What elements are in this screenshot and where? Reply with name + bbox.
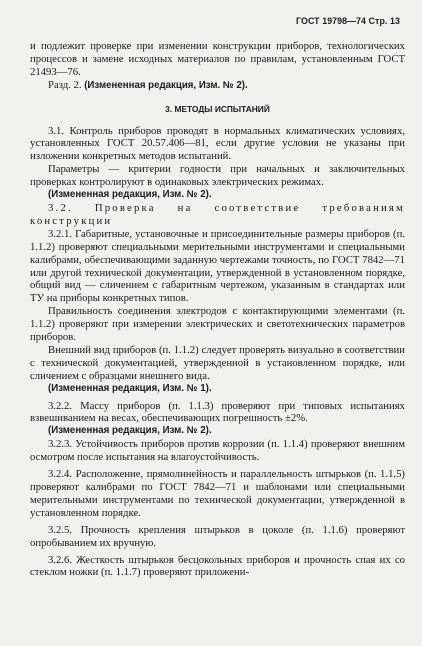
paragraph-3-2-2: 3.2.2. Массу приборов (п. 1.1.3) проверяют при типовых испытаниях взвешиванием на весах, обеспечивающих погрешность ±2%. xyxy=(30,399,405,425)
paragraph-3-2-3: 3.2.3. Устойчивость приборов против коррозии (п. 1.1.4) проверяют внешним осмотром после испытания на влагоустойчивость. xyxy=(30,438,405,464)
paragraph-3-2-1-appearance: Внешний вид приборов (п. 1.1.2) следует проверять визуально в соответствии с технической документацией, утвержденной в установленном порядке, или сличением с образцами внешнего вида. xyxy=(30,343,405,382)
paragraph-3-2: 3.2. Проверка на соответствие требованиям конструкции xyxy=(30,201,405,227)
paragraph-3-2-5: 3.2.5. Прочность крепления штырьков в цоколе (п. 1.1.6) проверяют опробыванием их вручную. xyxy=(30,523,405,549)
paragraph-3-1-parameters: Параметры — критерии годности при начальных и заключительных проверках контролируют в одинаковых электрических режимах. xyxy=(30,163,405,189)
page-header: ГОСТ 19798—74 Стр. 13 xyxy=(296,16,400,26)
intro-paragraph: и подлежит проверке при изменении конструкции приборов, технологических процессов и замене исходных материалов по правилам, установленным ГОСТ 21493—76. xyxy=(30,40,405,78)
amendment-prefix: Разд. 2. xyxy=(48,78,82,91)
paragraph-3-2-1: 3.2.1. Габаритные, установочные и присоединительные размеры приборов (п. 1.1.2) проверяют специальными мерительными инструментами и специальными калибрами, обеспечивающими заданную чертежами точность, по ГОСТ 7842—71 или другой технической документации, утвержденной в установленном порядке, общий вид — сличением с габаритным чертежом, указанным в стандартах или ТУ на приборы конкретных типов. xyxy=(30,227,405,305)
paragraph-3-1: 3.1. Контроль приборов проводят в нормальных климатических условиях, установленных ГОСТ 20.57.406—81, если другие условия не указаны при изложении конкретных методов испытаний. xyxy=(30,124,405,163)
amendment-note: (Измененная редакция, Изм. № 2). xyxy=(48,189,212,201)
amendment-note: (Измененная редакция, Изм. № 2). xyxy=(48,425,212,437)
section-amendment-note xyxy=(30,79,405,93)
section-heading: 3. МЕТОДЫ ИСПЫТАНИЙ xyxy=(165,103,270,114)
amendment-bold: (Измененная редакция, Изм. № 2). xyxy=(84,79,248,91)
paragraph-3-2-6: 3.2.6. Жесткость штырьков бесцокольных приборов и прочность спая их со стеклом ножки (п. 1.1.7) проверяют приложени- xyxy=(30,553,405,579)
paragraph-3-2-1-electrodes: Правильность соединения электродов с контактирующими элементами (п. 1.1.2) проверяют при измерении электрических и светотехнических параметров приборов. xyxy=(30,305,405,344)
amendment-note: (Измененная редакция, Изм. № 1). xyxy=(48,382,212,394)
page-content xyxy=(30,40,405,579)
paragraph-3-2-4: 3.2.4. Расположение, прямолинейность и параллельность штырьков (п. 1.1.5) проверяют калибрами по ГОСТ 7842—71 и шаблонами или специальными мерительными инструментами по технической документации, утвержденной в установленном порядке. xyxy=(30,468,405,519)
